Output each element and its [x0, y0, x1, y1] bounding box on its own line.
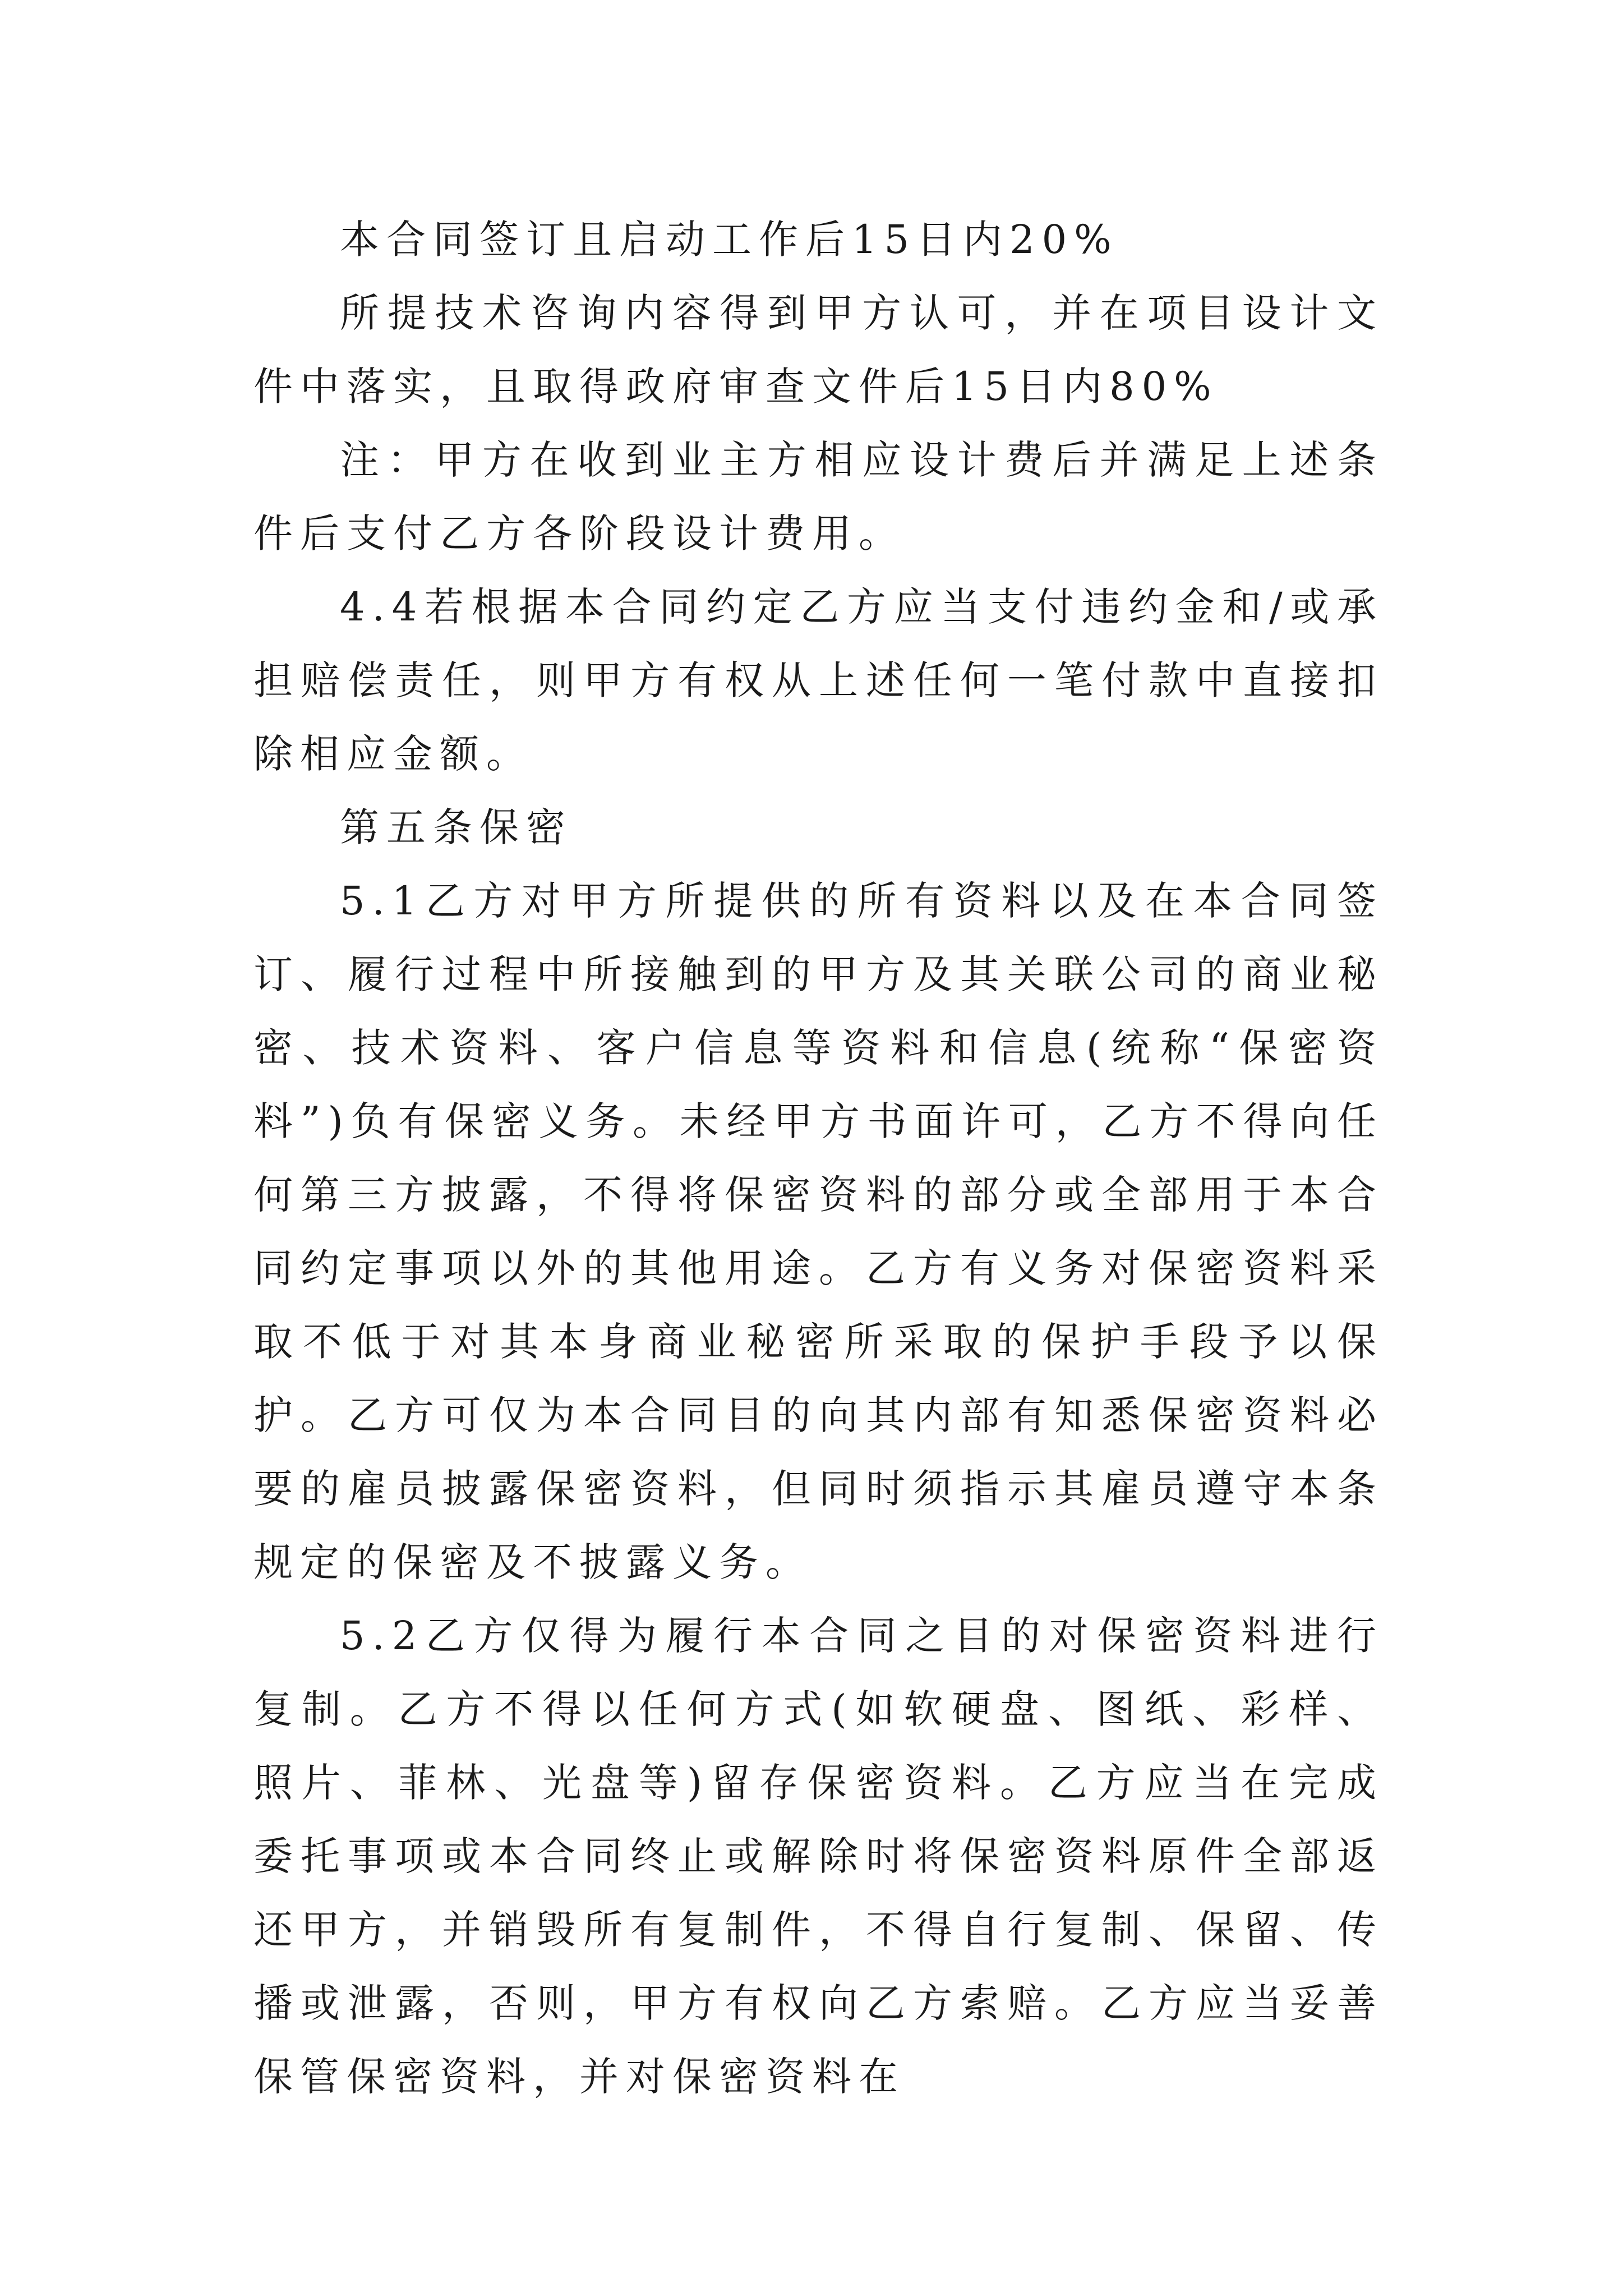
payment-term-2: 所提技术咨询内容得到甲方认可，并在项目设计文件中落实，且取得政府审查文件后15日内80%: [253, 290, 1384, 409]
article-5-heading: 第五条保密: [340, 804, 573, 850]
clause-5-2: 5.2乙方仅得为履行本合同之目的对保密资料进行复制。乙方不得以任何方式(如软硬盘、图纸、彩样、照片、菲林、光盘等)留存保密资料。乙方应当在完成委托事项或本合同终止或解除时将保密资料原件全部返还甲方，并销毁所有复制件，不得自行复制、保留、传播或泄露，否则，甲方有权向乙方索赔。乙方应当妥善保管保密资料，并对保密资料在: [253, 1613, 1384, 2100]
document-body: [253, 203, 1384, 2114]
payment-term-1: 本合同签订且启动工作后15日内20%: [340, 217, 1119, 263]
payment-note: 注：甲方在收到业主方相应设计费后并满足上述条件后支付乙方各阶段设计费用。: [253, 437, 1384, 556]
clause-5-1: 5.1乙方对甲方所提供的所有资料以及在本合同签订、履行过程中所接触到的甲方及其关联公司的商业秘密、技术资料、客户信息等资料和信息(统称“保密资料”)负有保密义务。未经甲方书面许可，乙方不得向任何第三方披露，不得将保密资料的部分或全部用于本合同约定事项以外的其他用途。乙方有义务对保密资料采取不低于对其本身商业秘密所采取的保护手段予以保护。乙方可仅为本合同目的向其内部有知悉保密资料必要的雇员披露保密资料，但同时须指示其雇员遵守本条规定的保密及不披露义务。: [253, 878, 1384, 1585]
clause-4-4: 4.4若根据本合同约定乙方应当支付违约金和/或承担赔偿责任，则甲方有权从上述任何一笔付款中直接扣除相应金额。: [253, 584, 1384, 777]
